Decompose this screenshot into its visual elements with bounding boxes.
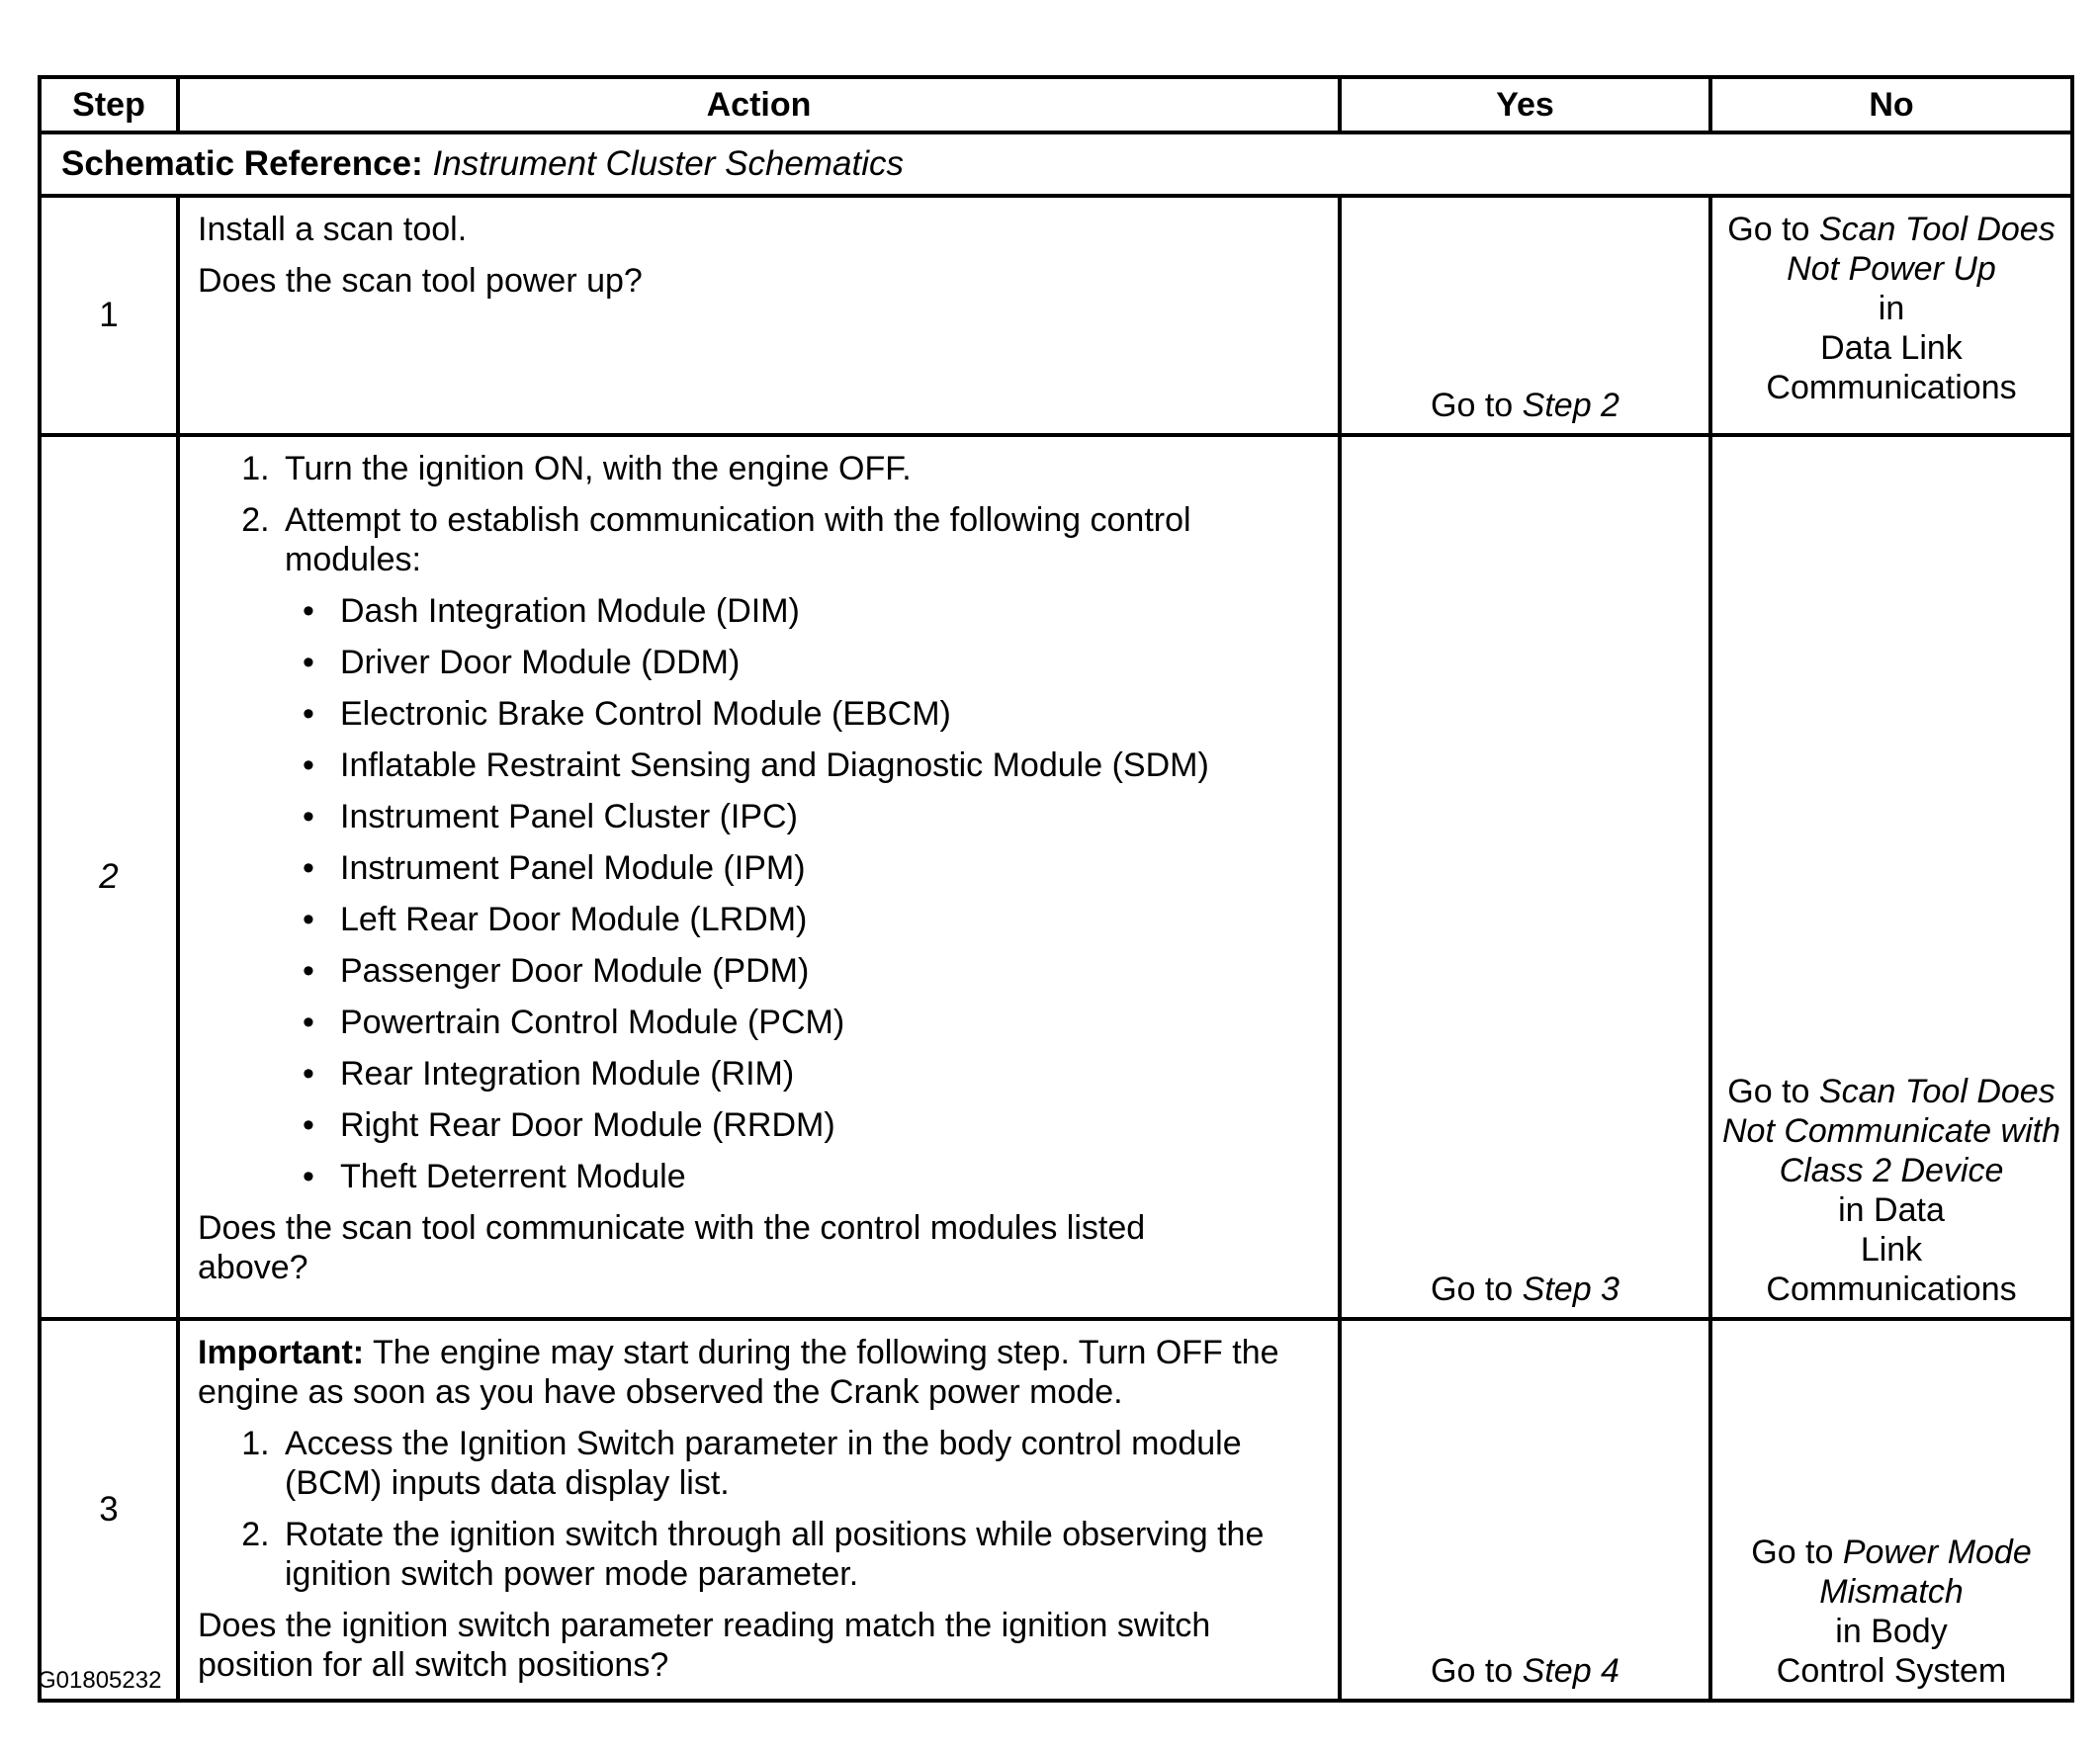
no-suffix: Data Link	[1820, 329, 1963, 367]
numbered-step: 1. Access the Ignition Switch parameter in the body control module (BCM) inputs data display list.	[279, 1424, 1320, 1503]
no-cell	[1710, 1319, 2072, 1701]
list-item: • Theft Deterrent Module	[334, 1157, 1320, 1196]
yes-prefix: Go to	[1431, 1652, 1514, 1690]
list-item: • Instrument Panel Module (IPM)	[334, 848, 1320, 888]
yes-cell	[1340, 435, 1710, 1319]
header-step: Step	[40, 77, 178, 132]
module-list	[285, 591, 1320, 1196]
no-link[interactable]: Scan Tool Does Not Power Up	[1787, 211, 2056, 288]
no-cell	[1710, 435, 2072, 1319]
no-suffix: in Body	[1835, 1613, 1948, 1650]
table-row	[40, 435, 2072, 1319]
yes-link[interactable]: Step 4	[1522, 1652, 1619, 1690]
action-line: Install a scan tool.	[198, 211, 468, 248]
step-number: 3	[40, 1319, 178, 1701]
schematic-reference-row	[40, 132, 2072, 196]
yes-cell	[1340, 196, 1710, 435]
list-item: • Driver Door Module (DDM)	[334, 643, 1320, 682]
numbered-step-text: Attempt to establish communication with the following control modules:	[285, 501, 1191, 578]
schematic-reference	[40, 132, 2072, 196]
yes-cell	[1340, 1319, 1710, 1701]
header-no: No	[1710, 77, 2072, 132]
numbered-steps	[198, 449, 1320, 1196]
numbered-step: 2. Rotate the ignition switch through all positions while observing the ignition switch power mode parameter.	[279, 1515, 1320, 1594]
action-cell	[178, 196, 1340, 435]
list-item: • Rear Integration Module (RIM)	[334, 1054, 1320, 1094]
action-cell	[178, 1319, 1340, 1701]
schematic-reference-label: Schematic Reference:	[61, 144, 423, 183]
action-question: Does the scan tool power up?	[198, 262, 643, 300]
figure-id: G01805232	[38, 1667, 162, 1694]
list-item: • Dash Integration Module (DIM)	[334, 591, 1320, 631]
no-suffix: Link	[1860, 1231, 1923, 1269]
header-action: Action	[178, 77, 1340, 132]
yes-prefix: Go to	[1431, 1271, 1514, 1308]
no-suffix: in	[1878, 290, 1905, 327]
action-cell	[178, 435, 1340, 1319]
list-item: • Powertrain Control Module (PCM)	[334, 1003, 1320, 1042]
schematic-reference-link[interactable]: Instrument Cluster Schematics	[432, 144, 905, 183]
list-item: • Electronic Brake Control Module (EBCM)	[334, 694, 1320, 734]
diagnostic-table	[38, 75, 2074, 1703]
table-row	[40, 196, 2072, 435]
important-label: Important:	[198, 1334, 365, 1371]
header-yes: Yes	[1340, 77, 1710, 132]
action-question: Does the ignition switch parameter reading match the ignition switch position for all switch positions?	[198, 1607, 1211, 1684]
list-item: • Instrument Panel Cluster (IPC)	[334, 797, 1320, 836]
list-item: • Passenger Door Module (PDM)	[334, 951, 1320, 991]
no-prefix: Go to	[1727, 211, 1810, 248]
no-suffix: Communications	[1766, 1271, 2017, 1308]
yes-link[interactable]: Step 2	[1522, 387, 1619, 424]
step-number: 1	[40, 196, 178, 435]
step-number: 2	[40, 435, 178, 1319]
no-cell	[1710, 196, 2072, 435]
header-row	[40, 77, 2072, 132]
table-row	[40, 1319, 2072, 1701]
no-link[interactable]: Scan Tool Does Not Communicate with Class 2 Device	[1721, 1073, 2060, 1189]
list-item: • Left Rear Door Module (LRDM)	[334, 900, 1320, 939]
numbered-steps	[198, 1424, 1320, 1594]
numbered-step	[279, 500, 1320, 1196]
numbered-step: 1. Turn the ignition ON, with the engine OFF.	[279, 449, 1320, 488]
important-note	[198, 1333, 1320, 1412]
no-suffix: Communications	[1766, 369, 2017, 406]
no-prefix: Go to	[1751, 1534, 1834, 1571]
action-question: Does the scan tool communicate with the control modules listed above?	[198, 1209, 1146, 1286]
list-item: • Inflatable Restraint Sensing and Diagnostic Module (SDM)	[334, 745, 1320, 785]
yes-prefix: Go to	[1431, 387, 1514, 424]
no-suffix: in Data	[1838, 1191, 1945, 1229]
list-item: • Right Rear Door Module (RRDM)	[334, 1105, 1320, 1145]
no-suffix: Control System	[1776, 1652, 2007, 1690]
no-prefix: Go to	[1727, 1073, 1810, 1110]
important-text: The engine may start during the following step. Turn OFF the engine as soon as you have observed the Crank power mode.	[198, 1334, 1279, 1411]
yes-link[interactable]: Step 3	[1522, 1271, 1619, 1308]
no-link[interactable]: Power Mode Mismatch	[1819, 1534, 2032, 1611]
